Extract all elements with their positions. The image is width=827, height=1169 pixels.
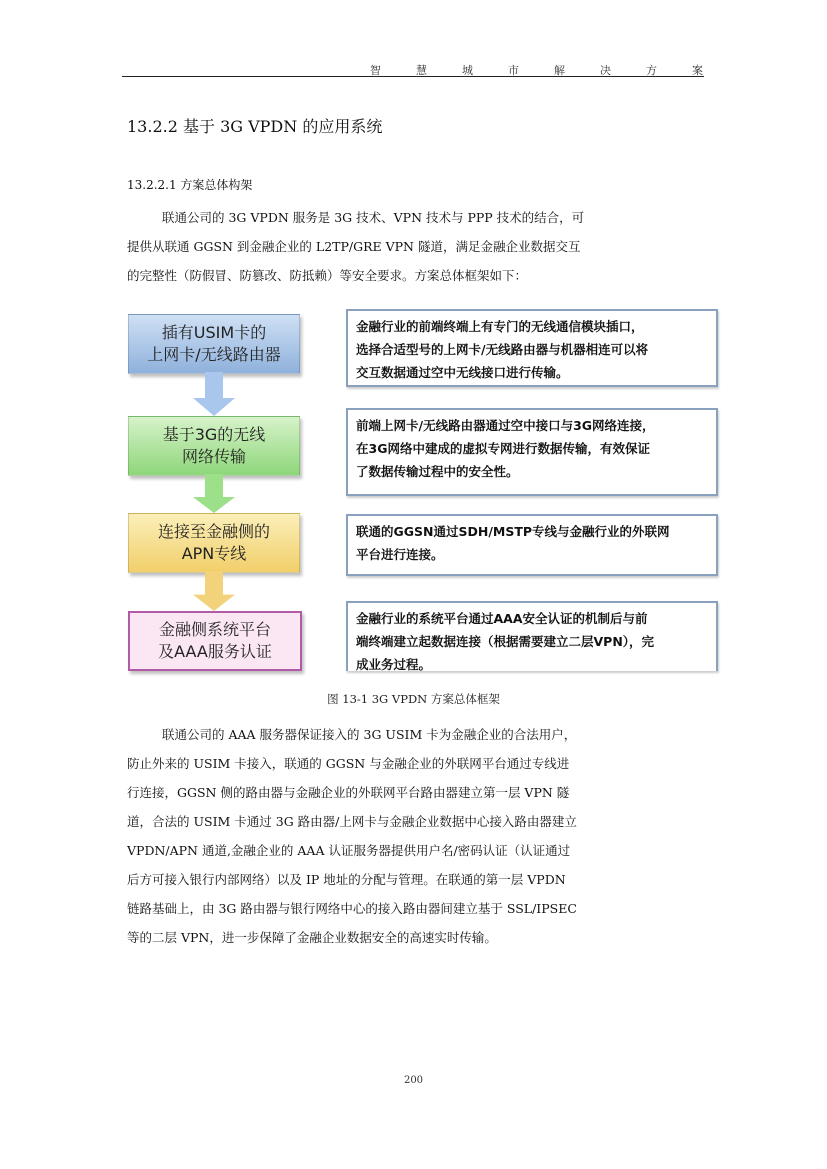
- header-char: 解: [554, 64, 565, 77]
- text-line: 等的二层 VPN，进一步保障了金融企业数据安全的高速实时传输。: [127, 930, 497, 945]
- text-line: 防止外来的 USIM 卡接入，联通的 GGSN 与金融企业的外联网平台通过专线进: [127, 756, 570, 771]
- down-arrow-icon: [193, 474, 235, 513]
- text-line: 联通公司的 AAA 服务器保证接入的 3G USIM 卡为金融企业的合法用户，: [162, 727, 577, 742]
- flow-box-line: 金融侧系统平台: [158, 620, 271, 639]
- description-line: 联通的GGSN通过SDH/MSTP专线与金融行业的外联网: [356, 524, 670, 539]
- down-arrow-icon: [193, 571, 235, 611]
- description-line: 成业务过程。: [356, 657, 432, 672]
- header-char: 案: [692, 64, 703, 77]
- figure-caption: 图 13-1 3G VPDN 方案总体框架: [327, 692, 500, 706]
- flow-box-finance-platform: [128, 611, 302, 671]
- description-line: 选择合适型号的上网卡/无线路由器与机器相连可以将: [356, 342, 649, 357]
- description-box: [346, 601, 718, 671]
- text-line: VPDN/APN 通道,金融企业的 AAA 认证服务器提供用户名/密码认证（认证通过: [127, 843, 571, 858]
- description-line: 在3G网络中建成的虚拟专网进行数据传输，有效保证: [356, 441, 650, 456]
- down-arrow-icon: [193, 372, 235, 416]
- text-line: 链路基础上，由 3G 路由器与银行网络中心的接入路由器间建立基于 SSL/IPSEC: [127, 901, 577, 916]
- text-line: 后方可接入银行内部网络）以及 IP 地址的分配与管理。在联通的第一层 VPDN: [127, 872, 566, 887]
- header-char: 方: [646, 64, 657, 77]
- header-char: 决: [600, 64, 611, 77]
- description-line: 了数据传输过程中的安全性。: [356, 464, 519, 479]
- flow-box-apn-line: [128, 513, 300, 573]
- header-char: 智: [370, 64, 381, 77]
- text-line: 的完整性（防假冒、防篡改、防抵赖）等安全要求。方案总体框架如下：: [127, 268, 528, 283]
- flow-box-3g-network: [128, 416, 300, 476]
- text-line: 道，合法的 USIM 卡通过 3G 路由器/上网卡与金融企业数据中心接入路由器建立: [127, 814, 577, 829]
- flow-box-usim-router: [128, 314, 300, 374]
- header-rule: [122, 76, 704, 77]
- text-line: 提供从联通 GGSN 到金融企业的 L2TP/GRE VPN 隧道，满足金融企业数据交互: [127, 239, 581, 254]
- flow-box-line: APN专线: [181, 544, 247, 563]
- subsection-title: 13.2.2.1 方案总体构架: [127, 178, 253, 192]
- description-line: 金融行业的系统平台通过AAA安全认证的机制后与前: [356, 611, 648, 626]
- page-number: 200: [403, 1075, 424, 1086]
- text-line: 行连接，GGSN 侧的路由器与金融企业的外联网平台路由器建立第一层 VPN 隧: [127, 785, 570, 800]
- flow-box-line: 网络传输: [181, 447, 246, 466]
- flow-box-line: 连接至金融侧的: [157, 522, 270, 541]
- intro-paragraph: [127, 203, 657, 290]
- flow-box-line: 及AAA服务认证: [158, 642, 272, 661]
- body-paragraph: [127, 720, 657, 952]
- header-char: 市: [508, 64, 519, 77]
- flow-box-line: 插有USIM卡的: [161, 323, 267, 342]
- description-line: 交互数据通过空中无线接口进行传输。: [356, 365, 569, 380]
- description-line: 平台进行连接。: [356, 547, 444, 562]
- description-line: 前端上网卡/无线路由器通过空中接口与3G网络连接，: [356, 418, 655, 433]
- header-char: 慧: [416, 64, 427, 77]
- description-box: [346, 408, 718, 496]
- description-box: [346, 514, 718, 576]
- section-title: 13.2.2 基于 3G VPDN 的应用系统: [127, 117, 383, 136]
- flow-box-line: 上网卡/无线路由器: [147, 345, 281, 364]
- text-line: 联通公司的 3G VPDN 服务是 3G 技术、VPN 技术与 PPP 技术的结合，可: [162, 210, 585, 225]
- description-line: 端终端建立起数据连接（根据需要建立二层VPN），完: [356, 634, 655, 649]
- description-line: 金融行业的前端终端上有专门的无线通信模块插口，: [356, 319, 644, 334]
- description-box: [346, 309, 718, 387]
- header-char: 城: [462, 64, 473, 77]
- flow-box-line: 基于3G的无线: [162, 425, 266, 444]
